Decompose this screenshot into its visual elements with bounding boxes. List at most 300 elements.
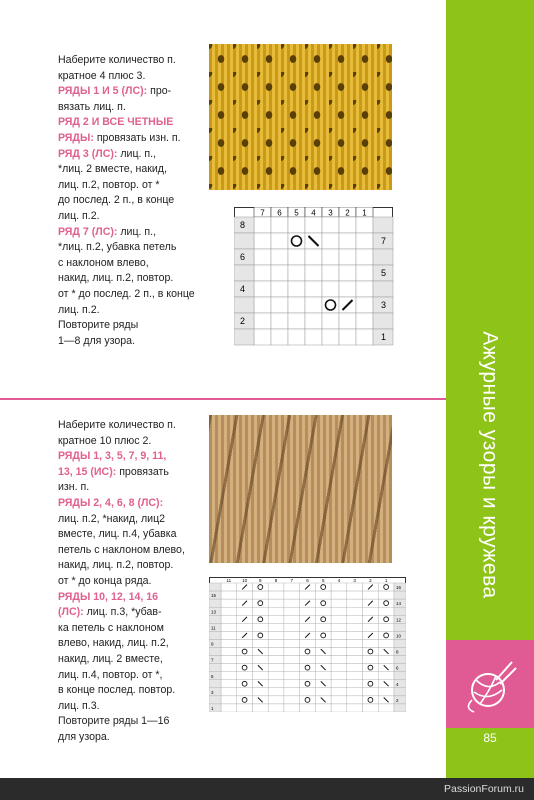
grid-cell [284,583,300,591]
row-label-cell-left [209,680,221,688]
grid-cell [254,265,271,281]
pattern2-line: лиц. п.4, повтор. от *, [58,668,163,681]
grid-cell [300,607,316,615]
grid-cell [331,648,347,656]
grid-cell [315,639,331,647]
row-label: 8 [240,220,246,230]
grid-cell [331,591,347,599]
grid-cell [221,704,237,712]
grid-cell [268,631,284,639]
grid-cell [300,591,316,599]
row-label: 4 [396,681,399,687]
grid-cell [300,672,316,680]
grid-cell [268,607,284,615]
grid-cell [221,648,237,656]
grid-cell [252,688,268,696]
grid-cell [356,249,373,265]
row-label-cell-right [394,672,406,680]
grid-cell [288,265,305,281]
grid-cell [268,583,284,591]
pattern2-line: петель с наклоном влево, [58,543,185,556]
grid-cell [271,329,288,345]
grid-cell [331,680,347,688]
grid-cell [347,591,363,599]
pattern2-line-part: лиц. п.3, *убав- [83,606,162,619]
grid-cell [284,688,300,696]
grid-cell [252,704,268,712]
row-label: 15 [211,593,217,599]
grid-cell [268,599,284,607]
grid-cell [331,664,347,672]
row-label-cell-left [234,233,254,249]
grid-cell [221,639,237,647]
grid-cell [252,623,268,631]
grid-cell [221,615,237,623]
grid-cell [237,607,253,615]
grid-cell [284,607,300,615]
grid-cell [284,680,300,688]
row-label: 4 [240,284,246,294]
grid-cell [221,623,237,631]
grid-cell [315,688,331,696]
pattern1-line-part: лиц. п., [117,225,157,238]
pattern2-line: в конце послед. повтор. [58,684,176,697]
grid-cell [252,656,268,664]
pattern2-line-part: 13, 15 (ИС): [58,465,117,478]
pattern1-line [58,147,206,163]
row-label: 13 [211,609,217,615]
grid-cell [268,656,284,664]
grid-cell [288,281,305,297]
row-label: 5 [381,268,387,278]
grid-cell [315,623,331,631]
grid-cell [378,672,394,680]
grid-cell [347,696,363,704]
grid-cell [315,656,331,664]
pattern1-line [58,225,206,241]
grid-cell [268,696,284,704]
row-label-cell-right [373,313,393,329]
grid-cell [254,297,271,313]
column-label: 2 [369,578,372,583]
grid-cell [300,704,316,712]
grid-cell [284,591,300,599]
grid-cell [284,672,300,680]
grid-cell [347,623,363,631]
row-label: 6 [240,252,246,262]
grid-cell [300,688,316,696]
grid-cell [237,672,253,680]
grid-cell [271,217,288,233]
pattern1-line: с наклоном влево, [58,256,149,269]
grid-cell [254,313,271,329]
row-label-cell-left [209,648,221,656]
pattern2-line: РЯДЫ 10, 12, 14, 16 [58,590,159,603]
grid-cell [363,672,379,680]
row-label: 6 [396,665,399,671]
grid-cell [284,704,300,712]
row-label: 10 [396,633,402,639]
row-label: 14 [396,601,402,607]
row-label: 5 [211,673,214,679]
row-label-cell-left [209,631,221,639]
pattern1-line [58,131,206,147]
grid-cell [356,313,373,329]
grid-cell [356,217,373,233]
grid-cell [356,329,373,345]
grid-cell [300,639,316,647]
grid-cell [305,329,322,345]
grid-cell [254,217,271,233]
grid-cell [322,217,339,233]
grid-cell [347,615,363,623]
row-label: 7 [211,657,214,663]
chapter-title-text: Ажурные узоры и кружева [479,331,503,599]
grid-cell [237,688,253,696]
grid-cell [347,583,363,591]
pattern2-line [58,465,206,481]
grid-cell [271,265,288,281]
pattern2-line: изн. п. [58,481,90,494]
pattern2-line: лиц. п.2, *накид, лиц2 [58,512,166,525]
pattern1-line: кратное 4 плюс 3. [58,69,146,82]
grid-cell [356,297,373,313]
grid-cell [221,680,237,688]
grid-cell [339,313,356,329]
column-label: 11 [226,578,232,583]
grid-cell [221,599,237,607]
row-label-cell-right [394,639,406,647]
grid-cell [268,639,284,647]
pattern1-line: *лиц. 2 вместе, накид, [58,163,167,176]
grid-cell [288,313,305,329]
grid-cell [221,696,237,704]
grid-cell [221,664,237,672]
grid-cell [252,607,268,615]
grid-cell [347,704,363,712]
grid-cell [363,591,379,599]
grid-cell [305,217,322,233]
grid-cell [378,607,394,615]
grid-cell [284,615,300,623]
column-label: 1 [384,578,388,583]
grid-cell [339,217,356,233]
pattern1-line-part: РЯДЫ: [58,131,94,144]
column-label: 4 [337,578,341,583]
pattern-2-instructions [58,418,206,745]
grid-cell [339,233,356,249]
grid-cell [271,233,288,249]
grid-cell [237,639,253,647]
grid-cell [284,639,300,647]
grid-cell [271,281,288,297]
grid-cell [331,688,347,696]
row-label: 1 [381,332,387,342]
grid-cell [300,623,316,631]
pattern2-line-part: провязать [116,465,169,478]
section-divider [0,398,446,400]
grid-cell [347,664,363,672]
grid-cell [378,591,394,599]
grid-cell [315,672,331,680]
grid-cell [288,297,305,313]
pattern2-line-part: (ЛС): [58,606,84,619]
grid-cell [271,313,288,329]
column-label: 9 [259,578,262,583]
row-label: 3 [211,689,214,695]
pattern2-line: для узора. [58,730,110,743]
grid-cell [284,696,300,704]
grid-cell [331,623,347,631]
grid-cell [339,281,356,297]
grid-cell [378,656,394,664]
grid-cell [347,656,363,664]
grid-cell [254,281,271,297]
grid-cell [347,680,363,688]
grid-cell [252,639,268,647]
grid-cell [331,599,347,607]
grid-cell [347,648,363,656]
pattern1-line: лиц. п.2. [58,303,100,316]
row-label-cell-left [209,696,221,704]
pattern1-line: накид, лиц. п.2, повтор. [58,272,174,285]
grid-cell [347,631,363,639]
grid-cell [331,615,347,623]
yarn-ball-icon [446,640,534,728]
grid-cell [363,704,379,712]
row-label-cell-right [394,688,406,696]
grid-cell [288,217,305,233]
grid-cell [356,265,373,281]
row-label-cell-left [234,297,254,313]
grid-cell [363,688,379,696]
pattern2-line: Повторите ряды 1—16 [58,715,170,728]
row-label: 8 [396,649,399,655]
grid-cell [284,648,300,656]
row-label: 1 [211,706,214,711]
knitting-chart-1 [234,207,395,353]
grid-cell [347,607,363,615]
grid-cell [347,672,363,680]
grid-cell [331,639,347,647]
grid-cell [221,591,237,599]
pattern2-line: ка петель с наклоном [58,621,164,634]
row-label: 16 [396,585,402,591]
row-label: 12 [396,617,402,623]
grid-cell [305,297,322,313]
grid-cell [378,704,394,712]
row-label: 3 [381,300,387,310]
row-label-cell-right [394,704,406,712]
row-label-cell-right [394,607,406,615]
grid-cell [331,656,347,664]
grid-cell [237,656,253,664]
grid-cell [331,704,347,712]
column-label: 10 [242,578,248,583]
grid-cell [268,664,284,672]
grid-cell [363,623,379,631]
pattern2-line: РЯДЫ 2, 4, 6, 8 (ЛС): [58,496,164,509]
grid-cell [284,656,300,664]
row-label-cell-right [373,217,393,233]
knitting-chart-2 [209,577,406,712]
page-number: 85 [483,731,497,745]
grid-cell [331,696,347,704]
grid-cell [268,623,284,631]
grid-cell [221,607,237,615]
grid-cell [356,233,373,249]
grid-cell [254,249,271,265]
row-label-cell-left [209,599,221,607]
column-label: 7 [290,578,294,583]
chapter-title [446,300,534,630]
pattern1-line-part: провязать изн. п. [93,131,181,144]
grid-cell [322,233,339,249]
grid-cell [221,656,237,664]
pattern2-line: лиц. п.3. [58,699,100,712]
row-label-cell-right [394,591,406,599]
pattern1-line: РЯД 2 И ВСЕ ЧЕТНЫЕ [58,116,174,129]
row-label-cell-right [394,623,406,631]
grid-cell [322,265,339,281]
column-label: 3 [353,578,356,583]
pattern1-line-part: про- [147,85,172,98]
row-label-cell-right [373,281,393,297]
grid-cell [305,313,322,329]
row-label: 7 [381,236,387,246]
grid-cell [331,607,347,615]
pattern1-line: *лиц. п.2, убавка петель [58,241,177,254]
pattern2-line: влево, накид, лиц. п.2, [58,637,169,650]
grid-cell [322,249,339,265]
grid-cell [347,688,363,696]
pattern2-line: накид, лиц. 2 вместе, [58,652,163,665]
column-label: 8 [274,578,278,583]
row-label-cell-right [394,656,406,664]
pattern1-line [58,84,206,100]
pattern1-line: от * до послед. 2 п., в конце [58,287,195,300]
grid-cell [268,704,284,712]
pattern1-line: Повторите ряды [58,319,139,332]
pattern2-line: накид, лиц. п.2, повтор. [58,559,174,572]
pattern1-line: лиц. п.2, повтор. от * [58,178,160,191]
yarn-swatch-photo-1 [209,44,392,190]
grid-cell [252,591,268,599]
pattern1-line: до послед. 2 п., в конце [58,194,175,207]
grid-cell [268,648,284,656]
watermark-site: PassionForum.ru [444,783,524,795]
row-label: 2 [396,697,399,703]
grid-cell [363,639,379,647]
pattern1-line-part: РЯДЫ 1 И 5 (ЛС): [58,85,148,98]
grid-cell [331,631,347,639]
grid-cell [268,672,284,680]
pattern1-line: вязать лиц. п. [58,100,126,113]
grid-cell [268,591,284,599]
grid-cell [288,329,305,345]
grid-cell [252,672,268,680]
pattern2-line: вместе, лиц. п.4, убавка [58,528,177,541]
grid-cell [378,623,394,631]
grid-cell [315,704,331,712]
grid-cell [254,329,271,345]
pattern2-line: Наберите количество п. [58,419,176,431]
grid-cell [356,281,373,297]
grid-cell [254,233,271,249]
row-label-cell-left [234,265,254,281]
grid-cell [284,623,300,631]
column-label: 5 [321,578,325,583]
grid-cell [271,297,288,313]
grid-cell [237,623,253,631]
row-label-cell-left [234,329,254,345]
grid-cell [322,281,339,297]
grid-cell [315,591,331,599]
row-label-cell-left [209,615,221,623]
row-label-cell-left [209,664,221,672]
pattern2-line: кратное 10 плюс 2. [58,434,152,447]
grid-cell [221,672,237,680]
pattern1-line-part: РЯД 3 (ЛС): [58,147,118,160]
pattern1-line: Наберите количество п. [58,54,176,66]
row-label-cell-left [209,583,221,591]
column-label: 5 [294,208,299,218]
grid-cell [268,680,284,688]
grid-cell [339,265,356,281]
grid-cell [284,664,300,672]
grid-cell [315,607,331,615]
pattern-1-instructions [58,53,206,349]
grid-cell [268,615,284,623]
column-label: 3 [328,208,333,218]
column-label: 1 [362,208,367,218]
grid-cell [363,607,379,615]
column-label: 4 [311,208,316,218]
grid-cell [347,599,363,607]
grid-cell [378,688,394,696]
grid-cell [331,583,347,591]
grid-cell [322,329,339,345]
grid-cell [305,281,322,297]
row-label-cell-right [373,249,393,265]
pattern1-line-part: РЯД 7 (ЛС): [58,225,118,238]
column-label: 2 [345,208,350,218]
row-label: 2 [240,316,246,326]
grid-cell [221,631,237,639]
column-label: 6 [306,578,309,583]
grid-cell [284,631,300,639]
pattern1-line: 1—8 для узора. [58,334,136,347]
grid-cell [221,583,237,591]
pattern2-line: от * до конца ряда. [58,574,152,587]
grid-cell [268,688,284,696]
row-label: 9 [211,641,214,647]
pattern2-line: РЯДЫ 1, 3, 5, 7, 9, 11, [58,450,167,463]
pattern1-line-part: лиц. п., [117,147,157,160]
grid-cell [322,313,339,329]
grid-cell [300,656,316,664]
grid-cell [305,265,322,281]
grid-cell [237,591,253,599]
grid-cell [221,688,237,696]
grid-cell [339,329,356,345]
grid-cell [331,672,347,680]
pattern2-line [58,605,206,621]
pattern1-line: лиц. п.2. [58,209,100,222]
yarn-ball-logo [446,640,534,728]
grid-cell [284,599,300,607]
grid-cell [288,249,305,265]
